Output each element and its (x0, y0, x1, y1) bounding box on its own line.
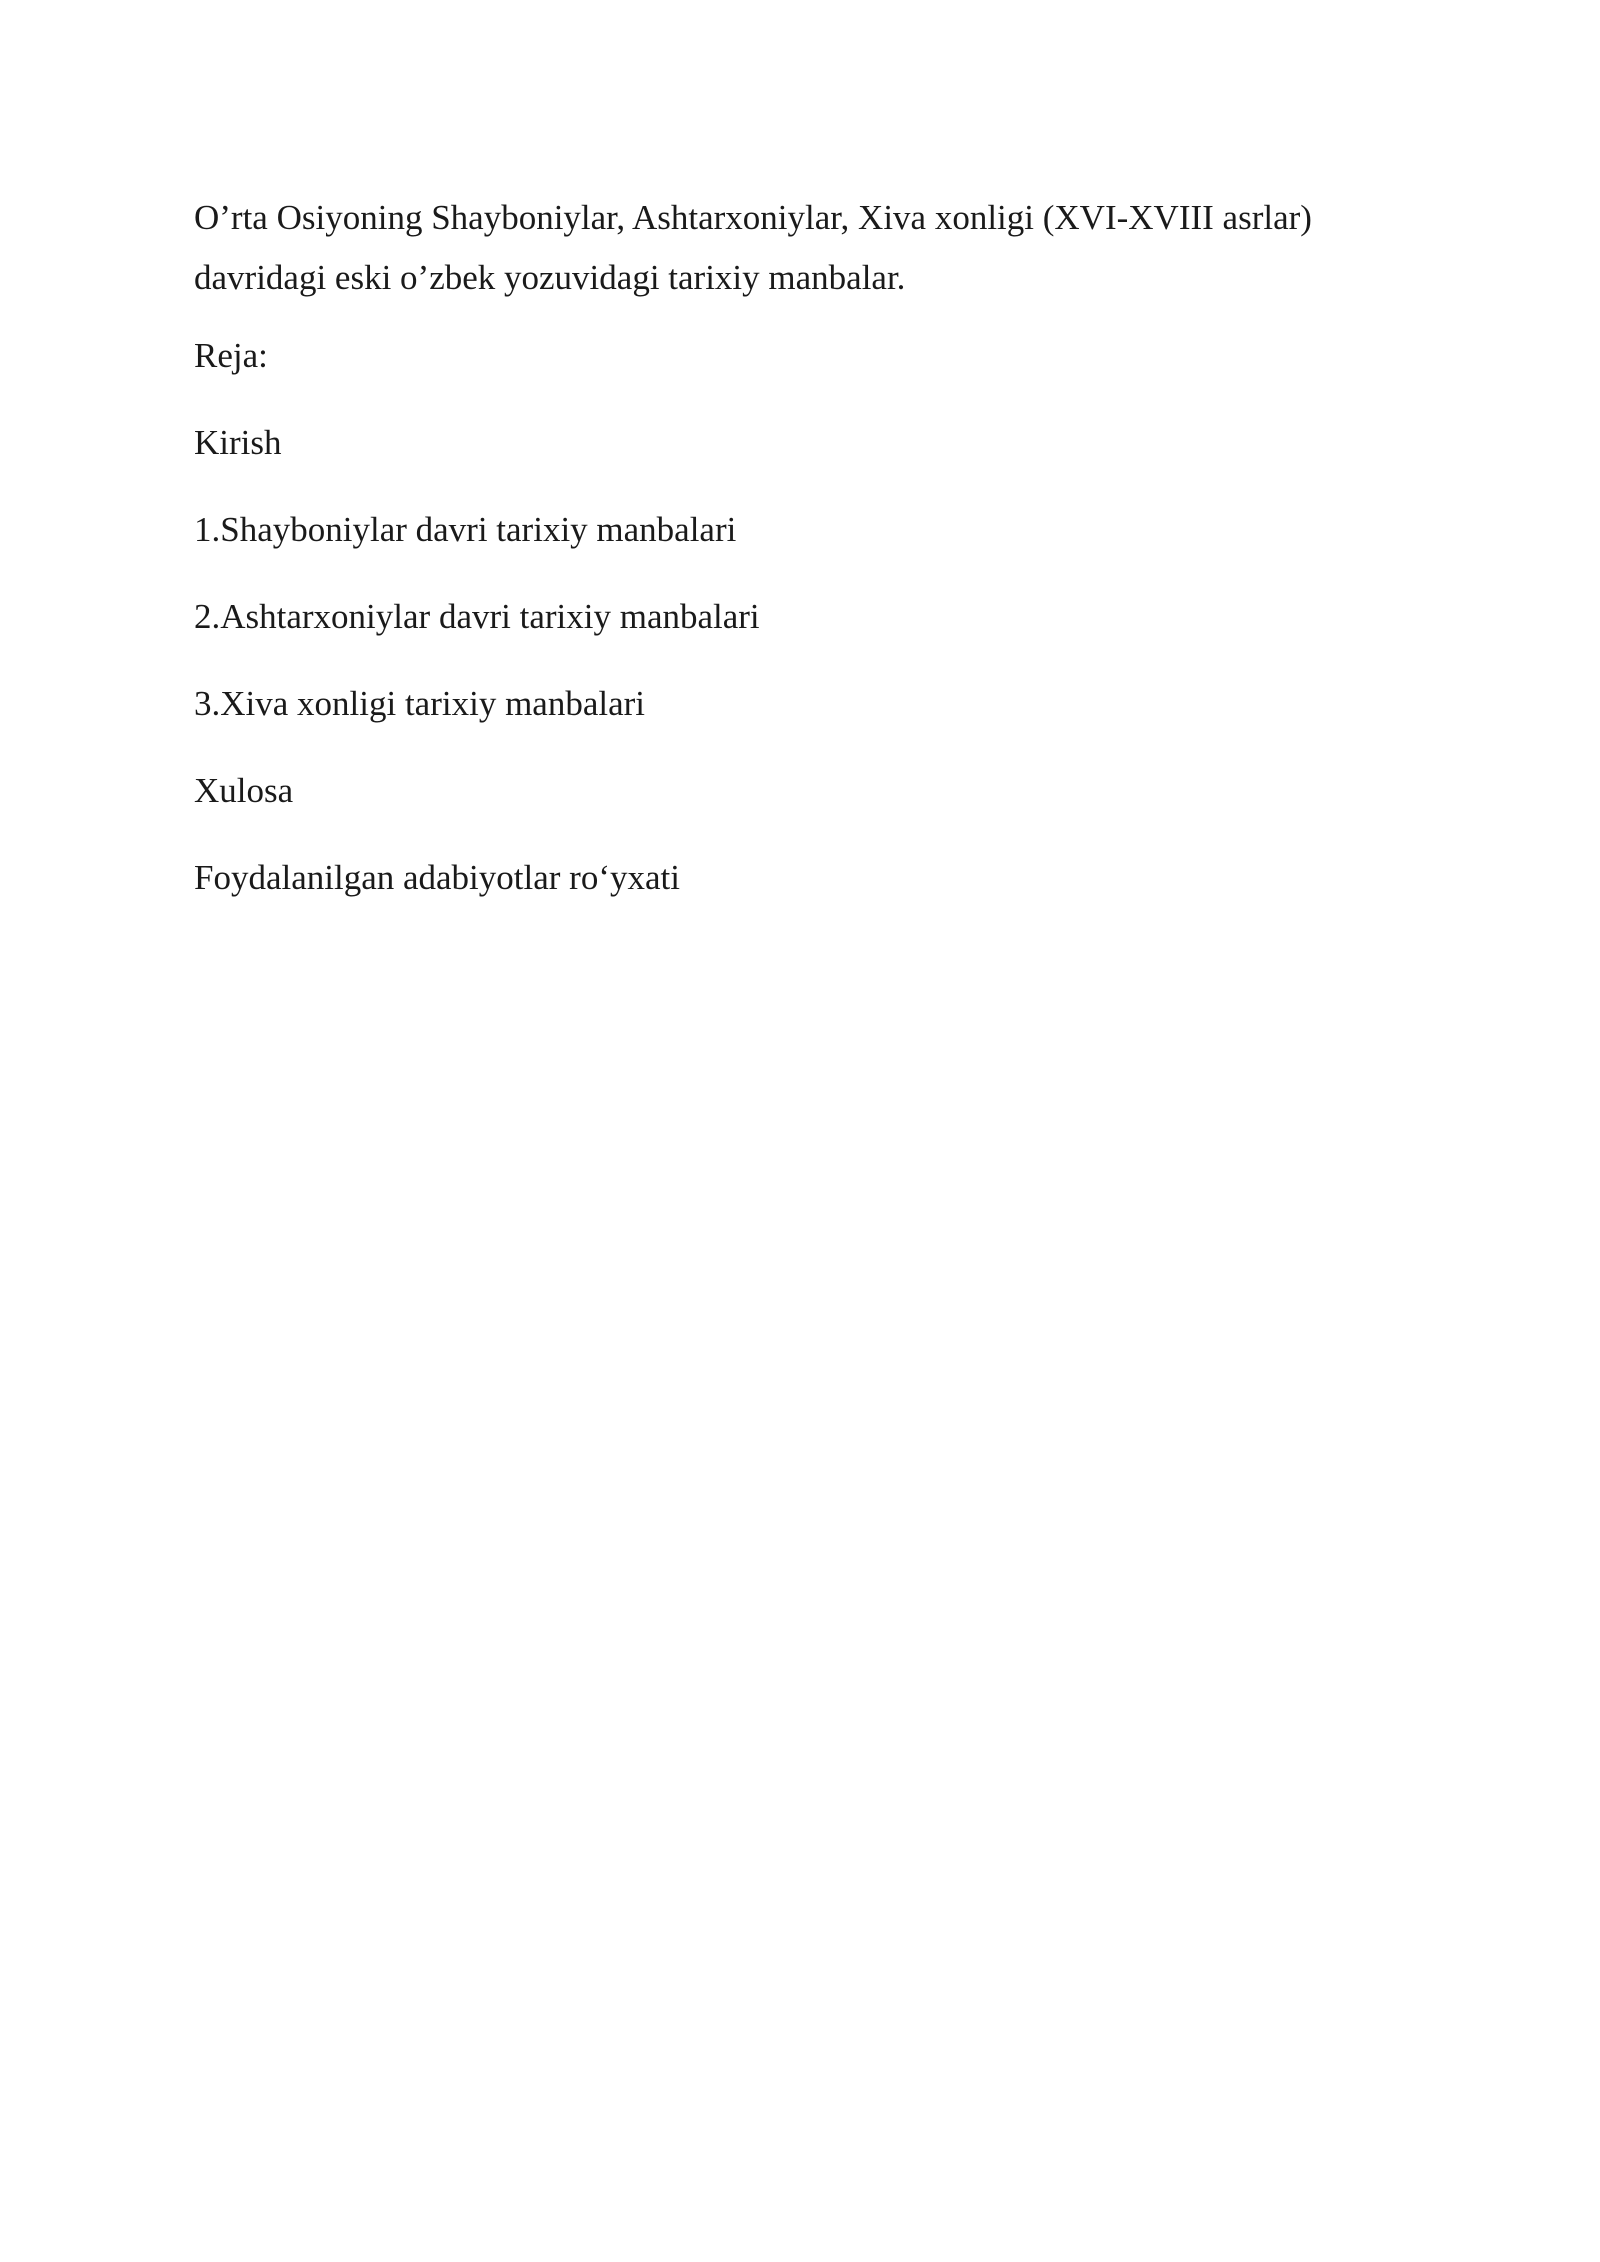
plan-list (194, 421, 1434, 900)
plan-item-introduction: Kirish (194, 423, 282, 462)
plan-item-references: Foydalanilgan adabiyotlar ro‘yxati (194, 858, 680, 897)
plan-item-xiva: 3.Xiva xonligi tarixiy manbalari (194, 684, 646, 723)
plan-item-conclusion: Xulosa (194, 771, 294, 810)
title-line-2: davridagi eski o’zbek yozuvidagi tarixiy manbalar. (194, 258, 906, 297)
plan-heading: Reja: (194, 336, 268, 375)
document-title (194, 188, 1434, 308)
plan-item-ashtarxoniylar: 2.Ashtarxoniylar davri tarixiy manbalari (194, 597, 760, 636)
title-line-1: O’rta Osiyoning Shayboniylar, Ashtarxoniylar, Xiva xonligi (XVI-XVIII asrlar) (194, 198, 1312, 237)
page-content (194, 188, 1434, 943)
plan-item-shayboniylar: 1.Shayboniylar davri tarixiy manbalari (194, 510, 737, 549)
